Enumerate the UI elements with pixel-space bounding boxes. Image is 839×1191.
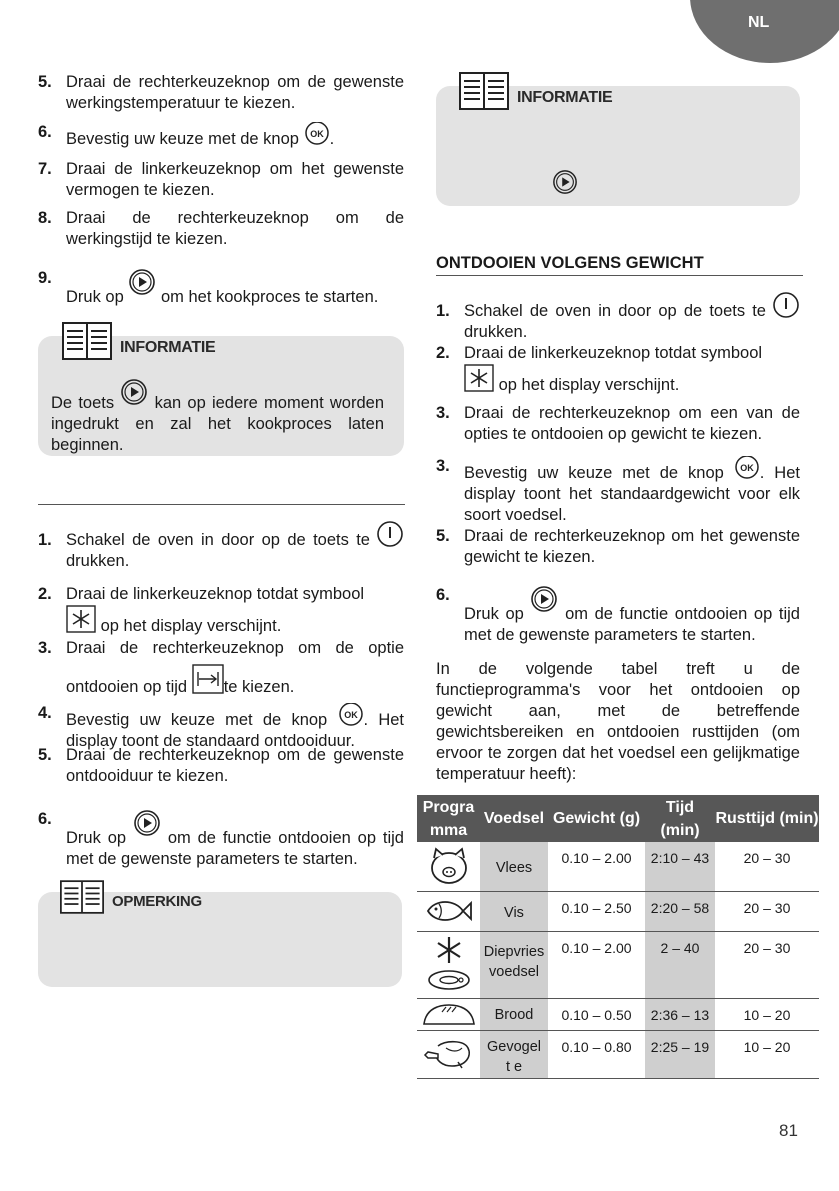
step-item: 1. Schakel de oven in door op de toets te drukken. [436, 291, 800, 343]
snowflake-symbol-icon [66, 605, 96, 633]
timer-symbol-icon [192, 664, 224, 694]
step-item: 7. Draai de linkerkeuzeknop om het gewenste vermogen te kiezen. [38, 160, 404, 199]
step-item: 5. Draai de rechterkeuzeknop om de gewenste werkingstemperatuur te kiezen. [38, 73, 404, 112]
note-box-header: OPMERKING [60, 880, 202, 914]
power-button-icon [376, 520, 404, 548]
book-icon [459, 72, 509, 110]
frozen-food-icon [425, 934, 473, 994]
ok-button-icon [304, 122, 330, 148]
info-box-header: INFORMATIE [62, 322, 215, 360]
page-number: 81 [779, 1121, 798, 1140]
section-divider [436, 275, 803, 276]
ok-button-icon [338, 703, 364, 729]
svg-text:OK: OK [343, 710, 358, 720]
start-button-icon [120, 378, 148, 406]
table-header-row [417, 795, 819, 842]
defrost-weight-table [417, 795, 819, 1079]
svg-text:OK: OK [740, 463, 754, 473]
table-row: Brood 0.10 – 0.50 2:36 – 13 10 – 20 [417, 998, 819, 1030]
language-label: NL [748, 14, 770, 31]
start-button-icon [128, 268, 156, 296]
chicken-icon [422, 1038, 476, 1070]
book-icon [62, 322, 112, 360]
step-item: 3. Draai de rechterkeuzeknop om een van de opties te ontdooien op gewicht te kiezen. [436, 404, 800, 443]
language-tab [690, 0, 839, 63]
header-weight: Gewicht (g) [548, 795, 645, 842]
pig-icon [427, 846, 471, 886]
step-item: 6. Druk op om de functie ontdooien op tijd met de gewenste parameters te starten. [436, 586, 800, 644]
book-icon [60, 880, 104, 914]
start-button-icon [552, 169, 578, 195]
table-row: Vlees 0.10 – 2.00 2:10 – 43 20 – 30 [417, 842, 819, 891]
bread-icon [422, 1002, 476, 1026]
step-item: 4. Bevestig uw keuze met de knop OK . Het display toont de standaard ontdooiduur. [38, 704, 404, 750]
start-button-icon [530, 585, 558, 613]
power-button-icon [772, 291, 800, 319]
snowflake-symbol-icon [464, 364, 494, 392]
section-divider [38, 504, 405, 505]
header-food: Voedsel [480, 795, 548, 842]
ok-button-icon [734, 456, 760, 482]
table-row: Diepvries voedsel 0.10 – 2.00 2 – 40 20 – 30 [417, 931, 819, 998]
step-item: 5. Draai de rechterkeuzeknop om de gewenste ontdooiduur te kiezen. [38, 746, 404, 785]
step-item: 6. Bevestig uw keuze met de knop OK . [38, 123, 335, 148]
step-item: 3. Draai de rechterkeuzeknop om de optie ontdooien op tijd te kiezen. [38, 639, 404, 696]
table-row: Gevogelt e 0.10 – 0.80 2:25 – 19 10 – 20 [417, 1030, 819, 1078]
header-rest-time: Rusttijd (min) [715, 795, 819, 842]
header-program: Progra mma [417, 795, 480, 842]
table-intro: In de volgende tabel treft u de functieprogramma's voor het ontdooien op gewicht aan, met de betreffende gewichtsbereiken en ontdooien rusttijden (om ervoor te zorgen dat het voedsel een gelijkmatige temperatuur heeft): [436, 660, 800, 783]
fish-icon [425, 896, 473, 926]
header-time: Tijd (min) [645, 795, 715, 842]
step-item: 6. Druk op om de functie ontdooien op tijd met de gewenste parameters te starten. [38, 810, 404, 868]
svg-text:OK: OK [309, 129, 324, 139]
step-item: 2. Draai de linkerkeuzeknop totdat symbool op het display verschijnt. [436, 344, 763, 394]
step-item: 2. Draai de linkerkeuzeknop totdat symbool op het display verschijnt. [38, 585, 365, 635]
table-row: Vis 0.10 – 2.50 2:20 – 58 20 – 30 [417, 891, 819, 931]
info-box-header: INFORMATIE [459, 72, 612, 110]
info-box-text: De toets kan op iedere moment worden ingedrukt en zal het kookproces laten beginnen. [51, 378, 384, 456]
step-item: 3. Bevestig uw keuze met de knop OK . Het display toont het standaardgewicht voor elk soort voedsel. [436, 457, 800, 524]
step-item: 5. Draai de rechterkeuzeknop om het gewenste gewicht te kiezen. [436, 527, 800, 566]
section-title: ONTDOOIEN VOLGENS GEWICHT [436, 254, 704, 272]
step-item: 1. Schakel de oven in door op de toets te drukken. [38, 520, 404, 572]
step-item: 8. Draai de rechterkeuzeknop om de werkingstijd te kiezen. [38, 209, 404, 248]
start-button-icon [133, 809, 161, 837]
step-item: 9. Druk op om het kookproces te starten. [38, 269, 379, 306]
